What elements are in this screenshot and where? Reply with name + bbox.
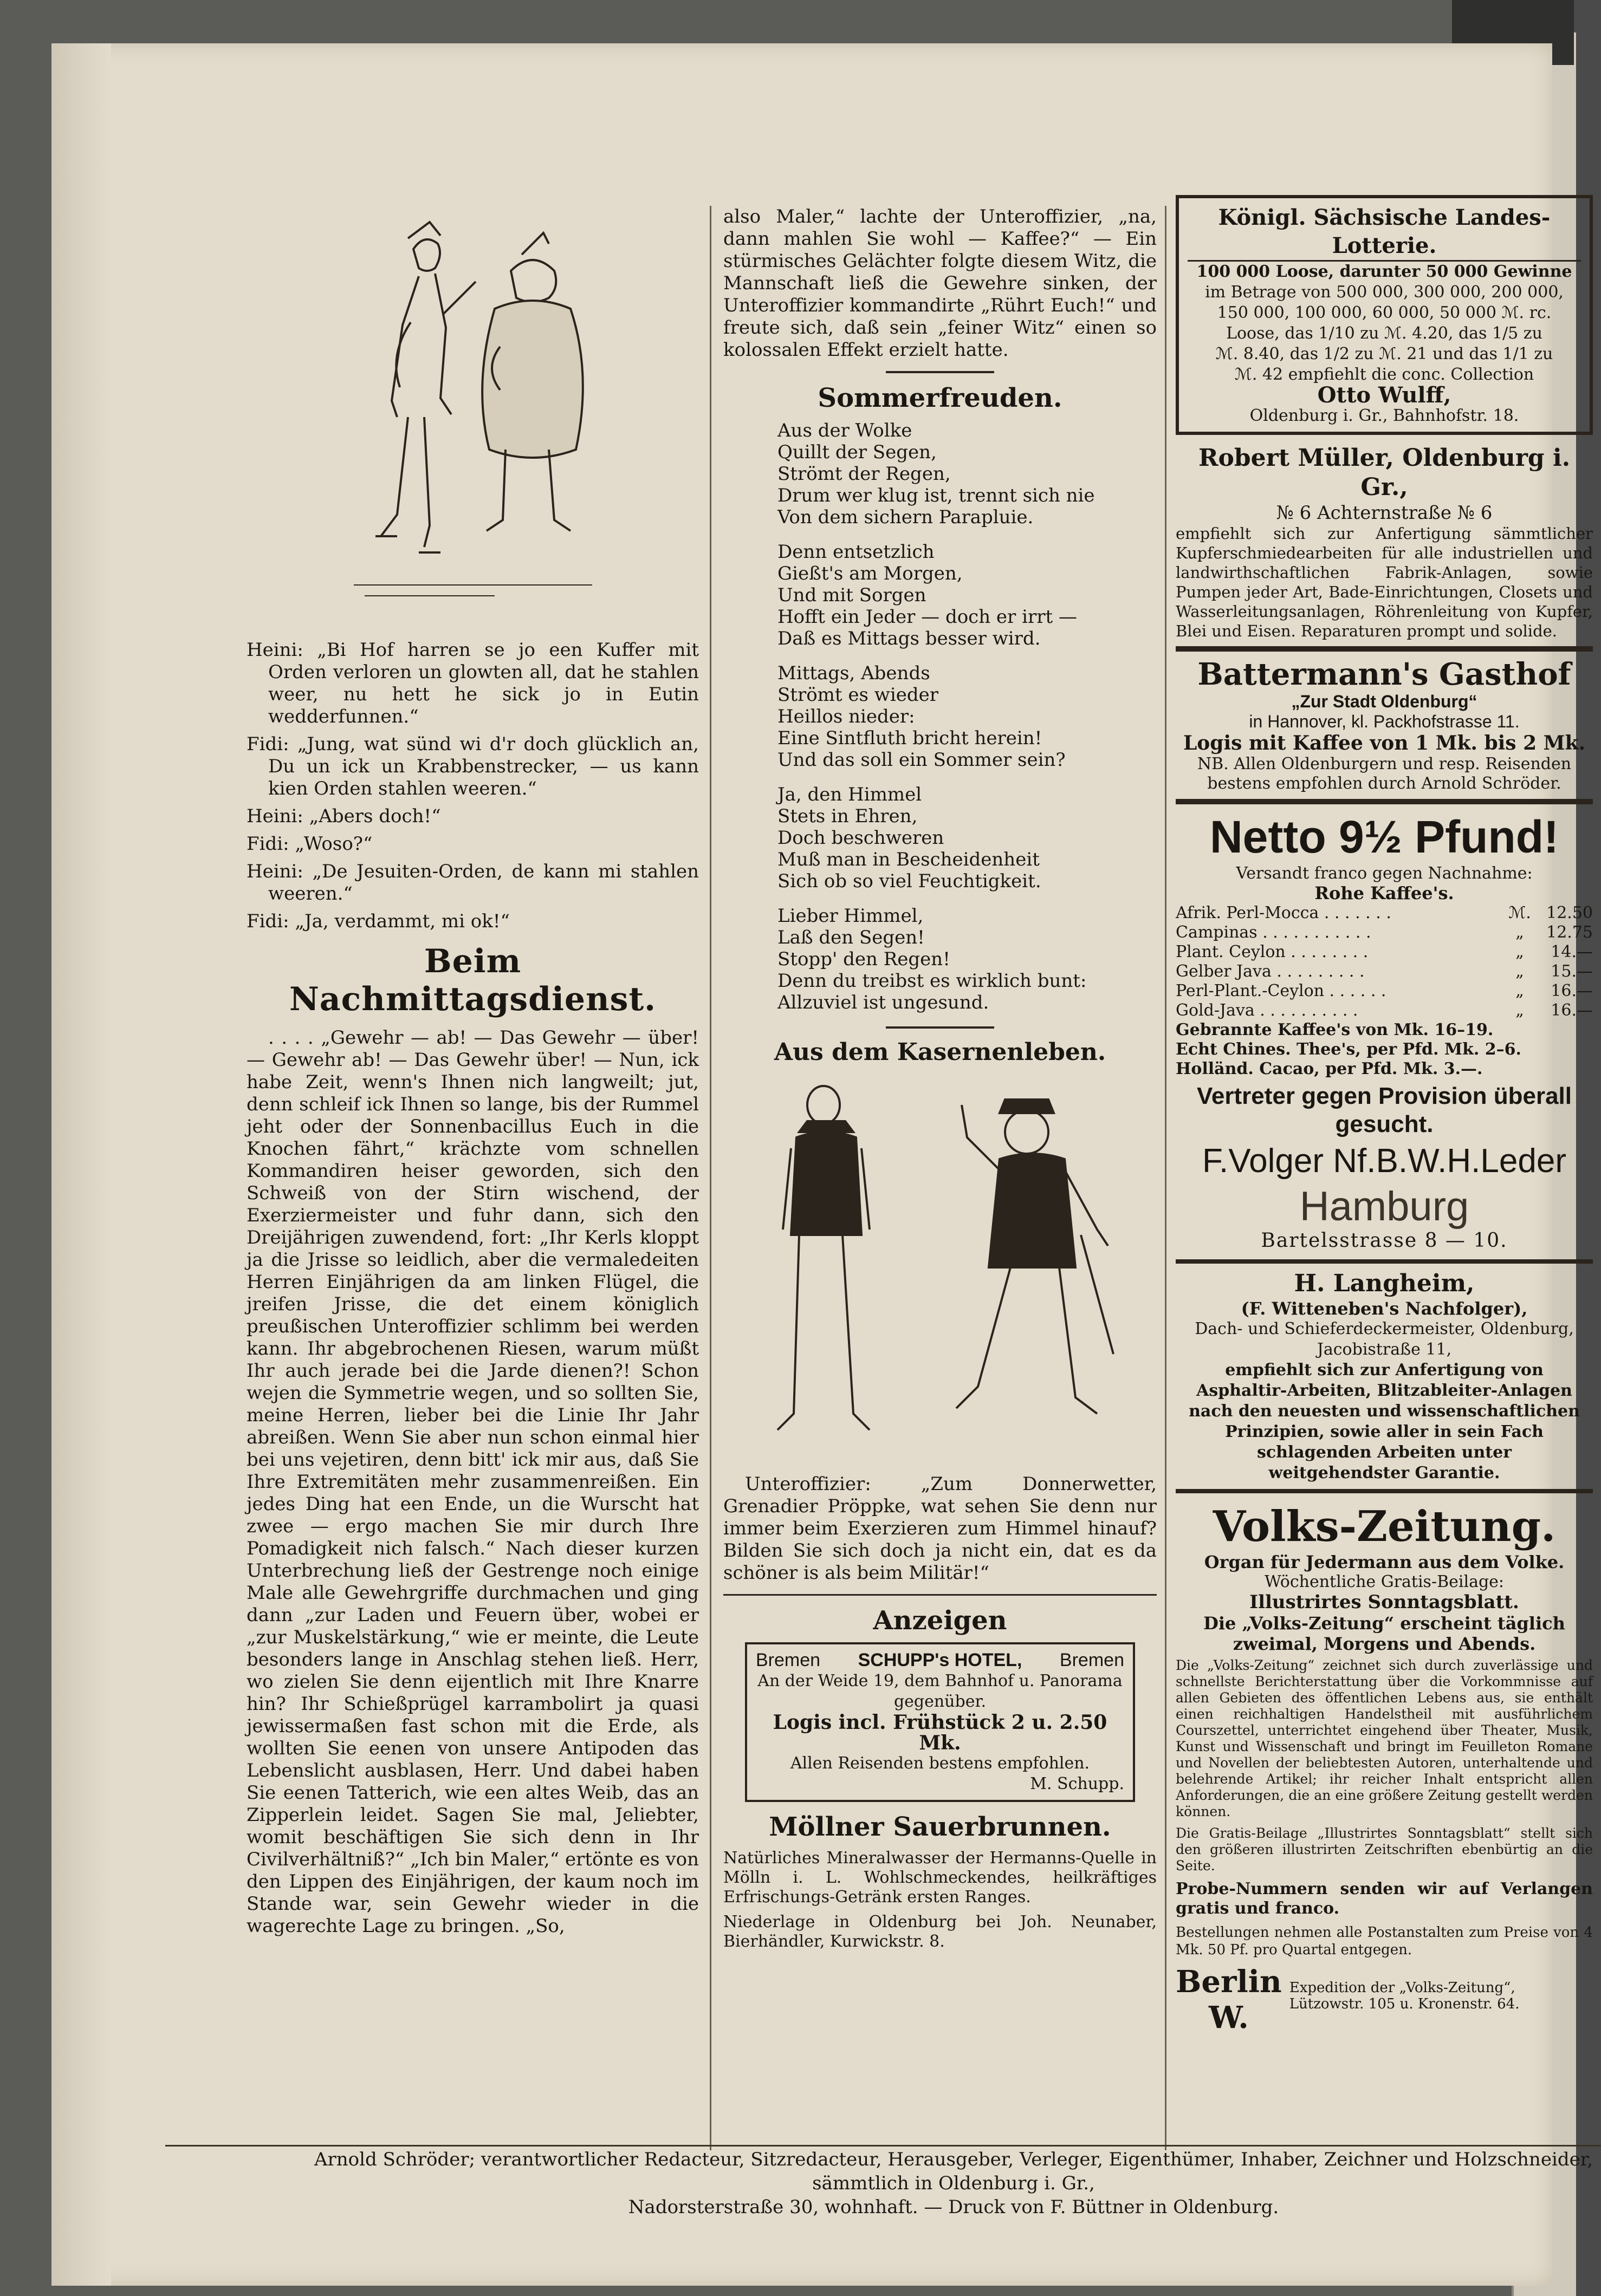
lotterie-address: Oldenburg i. Gr., Bahnhofstr. 18. [1249, 406, 1519, 425]
poem-line: Stets in Ehren, [777, 805, 918, 827]
poem-line: Strömt es wieder [777, 684, 939, 706]
poem-line: Eine Sintfluth bricht herein! [777, 727, 1042, 749]
poem-line: Sich ob so viel Feuchtigkeit. [777, 870, 1041, 892]
divider-rule [1176, 646, 1593, 652]
price-unit: „ [1515, 942, 1524, 961]
poem-line: Von dem sichern Parapluie. [777, 506, 1034, 528]
netto-sub1: Versandt franco gegen Nachnahme: [1236, 864, 1533, 883]
imprint-line: Nadorsterstraße 30, wohnhaft. — Druck von F. Büttner in Oldenburg. [628, 2196, 1279, 2218]
volks-text: Die „Volks-Zeitung“ zeichnet sich durch zuverlässige und schnellste Berichterstattung über die Vorkommnisse auf allen Gebieten des öffentlichen Lebens aus, sie enthält einen reichhaltigen Handelstheil mit ausführlichem Courszettel, unterrichtet eingehend über Theater, Musik, Kunst und Wissenschaft und bringt im Feuilleton Romane und Novellen der beliebtesten Autoren, unterhaltende und belehrende Artikel; ihr reicher Inhalt entspricht allen Anforderungen, die an eine größere Zeitung gestellt werden können. [1176, 1657, 1593, 1819]
lotterie-line: im Betrage von 500 000, 300 000, 200 000, [1205, 283, 1564, 302]
poem-line: Gießt's am Morgen, [777, 563, 963, 584]
dialog-heini-fidi [247, 639, 699, 933]
poem-line: Strömt der Regen, [777, 463, 951, 485]
volks-l2: Illustrirtes Sonntagsblatt. [1249, 1591, 1519, 1613]
netto-vertreter: Vertreter gegen Provision überall gesucht. [1196, 1083, 1572, 1137]
kasernen-title: Aus dem Kasernenleben. [774, 1038, 1106, 1066]
imprint-line: Arnold Schröder; verantwortlicher Redacteur, Sitzredacteur, Herausgeber, Verleger, Eigenthümer, Inhaber, Zeichner und Holzschneider, sämmtlich in Oldenburg i. Gr., [314, 2149, 1593, 2194]
poem-line: Doch beschweren [777, 827, 944, 849]
price-unit: „ [1515, 1001, 1524, 1020]
price-name: Campinas . . . . . . . . . . . [1176, 923, 1371, 942]
price-row [1176, 923, 1593, 942]
poem-stanza [777, 784, 1157, 892]
battermann-address: in Hannover, kl. Packhofstrasse 11. [1249, 712, 1520, 731]
column-1 [247, 206, 699, 1943]
page-gutter-shadow [51, 43, 111, 2286]
dialog-line: Heini: „Abers doch!“ [247, 805, 441, 827]
battermann-sub: „Zur Stadt Oldenburg“ [1291, 692, 1477, 711]
hotel-name: SCHUPP's HOTEL, [858, 1650, 1022, 1670]
illustration-two-men [332, 206, 614, 617]
ad-schupp-hotel [745, 1642, 1135, 1802]
price-row [1176, 962, 1593, 981]
battermann-offer: Logis mit Kaffee von 1 Mk. bis 2 Mk. [1183, 732, 1586, 755]
price-row [1176, 942, 1593, 962]
article-body: . . . . „Gewehr — ab! — Das Gewehr — über! — Gewehr ab! — Das Gewehr über! — Nun, ick habe Zeit, wenn's Ihnen nich langweilt; jut, denn schleif ick Ihnen so lange, bis der Rummel jeht oder der Sonnenbacillus Euch in die Knochen fährt,“ krächzte vom schnellen Kommandiren heiser geworden, sich den Schweiß von der Stirn wischend, der Exerziermeister und fuhr dann, sich den Dreijährigen zuwendend, fort: „Ihr Kerls kloppt ja die Jrisse so leidlich, aber die vermaledeiten Herren Einjährigen da am linken Flügel, die jreifen Jrisse, die det einem königlich preußischen Unteroffizier schlimm bei werden kann. Ihr abgebrochenen Riesen, warum müßt Ihr auch jerade bei die Jarde dienen?! Schon wejen die Symmetrie wegen, und so sollten Sie, meine Herren, lieber bei die Linie Ihr Jahr abreißen. Wenn Sie aber nun schon einmal hier bei uns vejetiren, denn bitt' ick mir aus, daß Sie Ihre Extremitäten mehr zusammenreißen. Ein jedes Ding hat een Ende, un die Wurscht hat zwee — ergo machen Sie mir durch Ihre Pomadigkeit nich falsch.“ Nach dieser kurzen Unterbrechung ließ der Gestrenge noch einige Male alle Gewehrgriffe durchmachen und ging dann „zur Laden und Feuern über, wobei er „zur Muskelstärkung,“ wie er meinte, die Leute besonders lange in Anschlag stehen ließ. Herr, wo zielen Sie denn eijentlich mit Ihre Knarre hin? Ihr Schießprügel karrambolirt ja quasi jewissermaßen fast schon mit die Erde, als wollten Sie eenen von unsere Antipoden das Lebenslicht ausblasen, Herr. Und dabei haben Sie eenen Tatterich, wie een altes Weib, das an Zipperlein leidet. Sagen Sie mal, Jeliebter, womit beschäftigen Sie sich denn in Ihr Civilverhältniß?“ „Ich bin Maler,“ ertönte es von den Lippen des Einjährigen, der kaum noch im Stande war, sein Gewehr wieder in die wagerechte Lage zu bringen. „So, [247, 1027, 699, 1937]
ad-signature: M. Schupp. [1030, 1774, 1124, 1793]
article-heading: Beim Nachmittagsdienst. [289, 942, 657, 1018]
volks-l3: Die „Volks-Zeitung“ erscheint täglich zweimal, Morgens und Abends. [1203, 1613, 1565, 1654]
price-name: Gelber Java . . . . . . . . . [1176, 962, 1365, 981]
price-name: Plant. Ceylon . . . . . . . . [1176, 942, 1369, 961]
volks-expedition: Expedition der „Volks-Zeitung“, Lützowstr. 105 u. Kronenstr. 64. [1289, 1980, 1520, 2012]
price-name: Gold-Java . . . . . . . . . . [1176, 1001, 1358, 1020]
city-right: Bremen [1059, 1650, 1124, 1670]
poem-title: Sommerfreuden. [818, 383, 1062, 413]
netto-firm: F.Volger Nf.B.W.H.Leder [1202, 1142, 1566, 1180]
ad-recommendation: Allen Reisenden bestens empfohlen. [790, 1754, 1090, 1773]
dialog-line: Heini: „Bi Hof harren se jo een Kuffer mit Orden verloren un glowten all, dat he stahlen weer, nu hett he sick jo in Eutin wedderfunnen.“ [247, 639, 699, 727]
kasernen-caption: Unteroffizier: „Zum Donnerwetter, Grenadier Pröppke, wat sehen Sie denn nur immer beim Exerzieren zum Himmel hinauf? Bilden Sie sich doch ja nicht ein, dat es da schöner is als beim Militär!“ [723, 1473, 1157, 1584]
dialog-line: Fidi: „Jung, wat sünd wi d'r doch glücklich an, Du un ick un Krabbenstrecker, — us kann kien Orden stahlen weeren.“ [247, 733, 699, 799]
price-row [1176, 903, 1593, 923]
poem [777, 420, 1157, 1013]
ad-lotterie [1176, 195, 1593, 435]
netto-extra: Echt Chines. Thee's, per Pfd. Mk. 2–6. [1176, 1040, 1521, 1059]
ad-header [756, 1650, 1124, 1671]
poem-line: Denn entsetzlich [777, 541, 935, 563]
imprint-footer [306, 2148, 1601, 2219]
netto-sub2: Rohe Kaffee's. [1314, 883, 1454, 903]
price-unit: „ [1515, 981, 1524, 1000]
divider-rule [886, 1026, 994, 1029]
poem-line: Und mit Sorgen [777, 584, 926, 606]
volks-probe: Probe-Nummern senden wir auf Verlangen gratis und franco. [1176, 1879, 1593, 1918]
langheim-text: empfiehlt sich zur Anfertigung von Asphaltir-Arbeiten, Blitzableiter-Anlagen nach den neuesten und wissenschaftlichen Prinzipien, sowie aller in sein Fach schlagenden Arbeiten unter weitgehendster Garantie. [1189, 1361, 1580, 1482]
lotterie-line: 150 000, 100 000, 60 000, 50 000 ℳ. rc. [1217, 303, 1552, 322]
dialog-line: Heini: „De Jesuiten-Orden, de kann mi stahlen weeren.“ [247, 861, 699, 905]
netto-street: Bartelsstrasse 8 — 10. [1261, 1230, 1508, 1252]
newspaper-page [51, 43, 1593, 2286]
poem-line: Stopp' den Regen! [777, 948, 950, 970]
city-left: Bremen [756, 1650, 821, 1670]
poem-line: Laß den Segen! [777, 927, 925, 948]
ad-moellner-title: Möllner Sauerbrunnen. [769, 1812, 1111, 1842]
price-row [1176, 1001, 1593, 1020]
footer-rule [165, 2145, 1601, 2147]
price-value: 14.— [1551, 942, 1593, 961]
price-row [1176, 981, 1593, 1001]
ad-volks-zeitung [1176, 1502, 1593, 2035]
volks-text2: Die Gratis-Beilage „Illustrirtes Sonntagsblatt“ stellt sich den größeren illustrirten Zeitschriften ebenbürtig an die Seite. [1176, 1825, 1593, 1874]
poem-line: Hofft ein Jeder — doch er irrt — [777, 606, 1077, 628]
divider-rule [723, 1594, 1157, 1596]
ad-battermann [1176, 657, 1593, 793]
ad-moellner-depot: Niederlage in Oldenburg bei Joh. Neunaber, Bierhändler, Kurwickstr. 8. [723, 1913, 1157, 1951]
article-continuation: also Maler,“ lachte der Unteroffizier, „na, dann mahlen Sie wohl — Kaffee?“ — Ein stürmisches Gelächter folgte diesem Witz, die Mannschaft ließ die Gewehre sinken, der Unteroffizier kommandirte „Rührt Euch!“ und freute sich, daß sein „feiner Witz“ einen so kolossalen Effekt erzielt hatte. [723, 206, 1157, 361]
price-name: Afrik. Perl-Mocca . . . . . . . [1176, 903, 1391, 922]
ad-address: An der Weide 19, dem Bahnhof u. Panorama gegenüber. [757, 1671, 1123, 1711]
column-2 [723, 206, 1157, 1957]
price-unit: ℳ. [1508, 903, 1531, 922]
poem-stanza [777, 541, 1157, 649]
ad-langheim [1176, 1259, 1593, 1493]
volks-berlin-row [1176, 1964, 1593, 2035]
price-name: Perl-Plant.-Ceylon . . . . . . [1176, 981, 1386, 1000]
price-value: 12.75 [1546, 923, 1593, 942]
lotterie-title: Königl. Sächsische Landes-Lotterie. [1188, 204, 1581, 262]
ad-robert-mueller [1176, 444, 1593, 641]
ad-netto-kaffee [1176, 810, 1593, 1252]
mueller-text: empfiehlt sich zur Anfertigung sämmtlicher Kupferschmiedearbeiten für alle industriellen und landwirthschaftlichen Fabrik-Anlagen, sowie Pumpen jeder Art, Bade-Einrichtungen, Closets und Wasserleitungsanlagen, Röhrenleitung von Kupfer, Blei und Eisen. Reparaturen prompt und solide. [1176, 524, 1593, 640]
poem-line: Mittags, Abends [777, 662, 930, 684]
lotterie-line: ℳ. 42 empfiehlt die conc. Collection [1234, 365, 1534, 384]
battermann-title: Battermann's Gasthof [1197, 656, 1571, 692]
langheim-title: H. Langheim, [1294, 1270, 1475, 1297]
langheim-line: Dach- und Schieferdeckermeister, Oldenburg, [1195, 1319, 1574, 1338]
langheim-line: Jacobistraße 11, [1317, 1340, 1452, 1359]
price-unit: „ [1515, 923, 1524, 942]
dialog-line: Fidi: „Ja, verdammt, mi ok!“ [247, 910, 510, 932]
volks-best: Bestellungen nehmen alle Postanstalten zum Preise von 4 Mk. 50 Pf. pro Quartal entgegen. [1176, 1924, 1593, 1958]
lotterie-line: ℳ. 8.40, das 1/2 zu ℳ. 21 und das 1/1 zu [1215, 344, 1553, 363]
column-separator [710, 206, 711, 2150]
price-value: 15.— [1551, 962, 1593, 981]
price-value: 16.— [1551, 981, 1593, 1000]
netto-city: Hamburg [1299, 1183, 1469, 1230]
lotterie-seller: Otto Wulff, [1317, 382, 1451, 408]
anzeigen-title: Anzeigen [873, 1605, 1007, 1636]
ad-offer: Logis incl. Frühstück 2 u. 2.50 Mk. [773, 1711, 1107, 1754]
poem-stanza [777, 662, 1157, 771]
poem-line: Lieber Himmel, [777, 905, 924, 927]
illustration-soldiers [745, 1072, 1135, 1462]
poem-line: Daß es Mittags besser wird. [777, 628, 1041, 649]
lotterie-line: Loose, das 1/10 zu ℳ. 4.20, das 1/5 zu [1226, 324, 1542, 343]
langheim-sub: (F. Witteneben's Nachfolger), [1241, 1298, 1528, 1319]
volks-title: Volks-Zeitung. [1213, 1502, 1556, 1551]
price-value: 16.— [1551, 1001, 1593, 1020]
netto-extra: Holländ. Cacao, per Pfd. Mk. 3.—. [1176, 1059, 1483, 1078]
divider-rule [1176, 799, 1593, 804]
battermann-rec: NB. Allen Oldenburgern und resp. Reisenden bestens empfohlen durch Arnold Schröder. [1197, 755, 1572, 793]
poem-line: Aus der Wolke [777, 420, 912, 441]
volks-l1: Wöchentliche Gratis-Beilage: [1264, 1572, 1505, 1591]
dialog-line: Fidi: „Woso?“ [247, 833, 373, 855]
ad-moellner-text: Natürliches Mineralwasser der Hermanns-Quelle in Mölln i. L. Wohlschmeckendes, heilkräftiges Erfrischungs-Getränk ersten Ranges. [723, 1849, 1157, 1907]
column-3 [1176, 195, 1593, 2035]
volks-berlin: Berlin W. [1176, 1964, 1282, 2035]
volks-sub: Organ für Jedermann aus dem Volke. [1204, 1552, 1565, 1572]
price-unit: „ [1515, 962, 1524, 981]
poem-line: Quillt der Segen, [777, 441, 937, 463]
poem-stanza [777, 905, 1157, 1013]
column-separator [1165, 206, 1166, 2150]
divider-rule [886, 371, 994, 373]
mueller-address: № 6 Achternstraße № 6 [1276, 502, 1493, 524]
poem-line: Ja, den Himmel [777, 784, 922, 805]
poem-line: Allzuviel ist ungesund. [777, 992, 989, 1013]
poem-line: Drum wer klug ist, trennt sich nie [777, 485, 1095, 506]
poem-line: Muß man in Bescheidenheit [777, 849, 1040, 870]
poem-line: Heillos nieder: [777, 706, 915, 727]
price-value: 12.50 [1546, 903, 1593, 922]
mueller-title: Robert Müller, Oldenburg i. Gr., [1198, 444, 1571, 501]
netto-extra: Gebrannte Kaffee's von Mk. 16–19. [1176, 1020, 1494, 1039]
netto-title: Netto 9½ Pfund! [1210, 811, 1559, 862]
poem-line: Denn du treibst es wirklich bunt: [777, 970, 1087, 992]
poem-line: Und das soll ein Sommer sein? [777, 749, 1066, 771]
lotterie-line: 100 000 Loose, darunter 50 000 Gewinne [1196, 262, 1572, 281]
poem-stanza [777, 420, 1157, 528]
